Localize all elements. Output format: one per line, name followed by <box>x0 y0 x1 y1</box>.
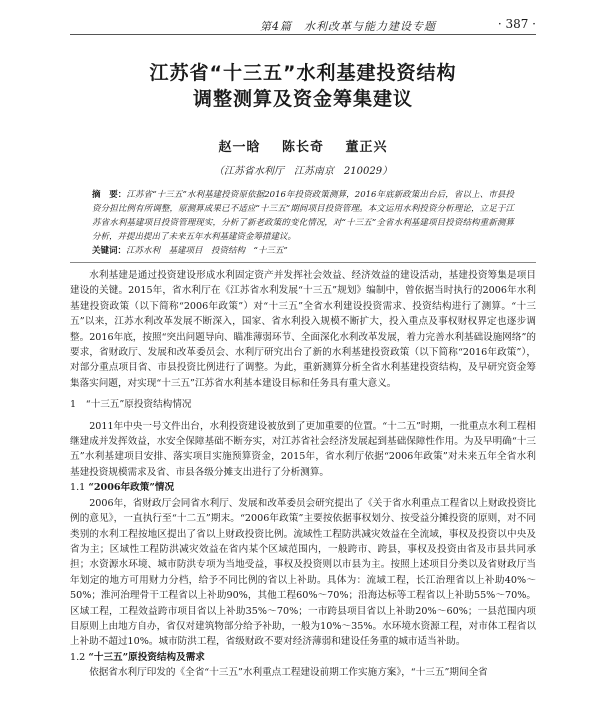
abstract-label: 摘 要： <box>92 190 127 200</box>
keywords <box>92 244 514 256</box>
subsection-heading <box>70 480 536 495</box>
title-line-1: 江苏省“十三五”水利基建投资结构 <box>149 62 457 84</box>
subsection-title: “十三五”原投资结构及需求 <box>88 651 205 663</box>
title-line-2: 调整测算及资金筹集建议 <box>192 88 413 110</box>
subsection-heading <box>70 650 536 665</box>
abstract <box>92 188 514 244</box>
page-number: · 387 · <box>497 17 536 31</box>
body-paragraph: 2011年中央一号文件出台，水利投资建设被放到了更加重要的位置。“十二五”时期，一批重点水利工程相继建成并发挥效益，水安全保障基础不断夯实，对江苏省社会经济发展起到基础保障性作用。为及早明确“十三五”水利基建项目安排、落实项目实施预算资金，2015年，省水利厅依据“2006年政策”对未来五年全省水利基建投资规模需求及省、市县各级分摊支出进行了分析测算。 <box>70 420 536 478</box>
affiliation: （江苏省水利厅 江苏南京 210029） <box>213 166 393 177</box>
header-section: 第4篇 水利改革与能力建设专题 <box>260 20 436 33</box>
article-body <box>70 268 536 681</box>
author-list <box>70 136 536 155</box>
section-heading: 1 “十三五”原投资结构情况 <box>70 399 192 411</box>
subsection-number: 1.1 <box>70 482 86 494</box>
keywords-label: 关键词： <box>92 246 127 256</box>
paper-title <box>70 60 536 112</box>
author: 董正兴 <box>345 140 388 155</box>
body-paragraph: 依据省水利厅印发的《全省“十三五”水利重点工程建设前期工作实施方案》，“十三五”期间全省 <box>89 667 488 679</box>
author: 赵一晗 <box>218 140 261 155</box>
intro-paragraph: 水利基建是通过投资建设形成水利固定资产并发挥社会效益、经济效益的建设活动，基建投资筹集是项目建设的关键。2015年，省水利厅在《江苏省水利发展“十三五”规划》编制中，曾依据当时执行的2006年水利基建投资政策（以下简称“2006年政策”）对“十三五”全省水利建设投资需求、投资结构进行了测算。“十三五”以来，江苏水利改革发展不断深入，国家、省水利投入规模不断扩大，投入重点及事权财权界定也逐步调整。2016年底，按照“突出问题导向、瞄准薄弱环节、全面深化水利改革发展，着力完善水利基础设施网络”的要求，省财政厅、发展和改革委员会、水利厅研究出台了新的水利基建投资政策（以下简称“2016年政策”），对部分重点项目省、市县投资比例进行了调整。为此，重新测算分析全省水利基建投资结构，及早研究资金筹集落实问题，对实现“十三五”江苏省水利基本建设目标和任务具有重大意义。 <box>70 270 536 389</box>
running-header <box>70 14 536 35</box>
keywords-text: 江苏水利 基建项目 投资结构 “十三五” <box>126 246 288 256</box>
abstract-text: 江苏省“十三五”水利基建投资原依据2016年投资政策测算，2016年底新政策出台后，省以上、市县投资分担比例有所调整，原测算成果已不适应“十三五”期间项目投资管理。本文运用水利投资分析理论，立足于江苏省水利基建项目投资管理现实，分析了新老政策的变化情况，对“十三五”全省水利基建项目投资结构重新测算分析，并提出提出了未来五年水利基建资金筹措建议。 <box>92 190 514 242</box>
author: 陈长奇 <box>281 140 324 155</box>
subsection-title: “2006年政策”情况 <box>88 482 175 494</box>
subsection-number: 1.2 <box>70 651 86 663</box>
body-paragraph: 2006年，省财政厅会同省水利厅、发展和改革委员会研究提出了《关于省水利重点工程省以上财政投资比例的意见》，一直执行至“十二五”期末。“2006年政策”主要按依据事权划分、按受益分摊投资的原则，对不同类别的水利工程按地区提出了省以上财政投资比例。流域性工程防洪减灾效益在全流域，事权及投资以中央及省为主；区域性工程防洪减灾效益在省内某个区域范围内，一般跨市、跨县，事权及投资由省及市县共同承担；水资源水环境、城市防洪专项为当地受益，事权及投资则以市县为主。按照上述项目分类以及省财政厅当年划定的地方可用财力分档，给予不同比例的省以上补助。具体为：流域工程，长江治理省以上补助40%～50%；淮河治理骨干工程省以上补助90%，其他工程60%～70%；沿海达标等工程省以上补助55%～70%。区域工程，工程效益跨市项目省以上补助35%～70%；一市跨县项目省以上补助20%～60%；一县范围内项目原则上由地方自办，省仅对建筑物部分给予补助，一般为10%～35%。水环境水资源工程，对市体工程省以上补助不超过10%。城市防洪工程，省级财政不要对经济薄弱和建设任务重的城市适当补助。 <box>70 497 536 648</box>
divider <box>70 262 536 263</box>
